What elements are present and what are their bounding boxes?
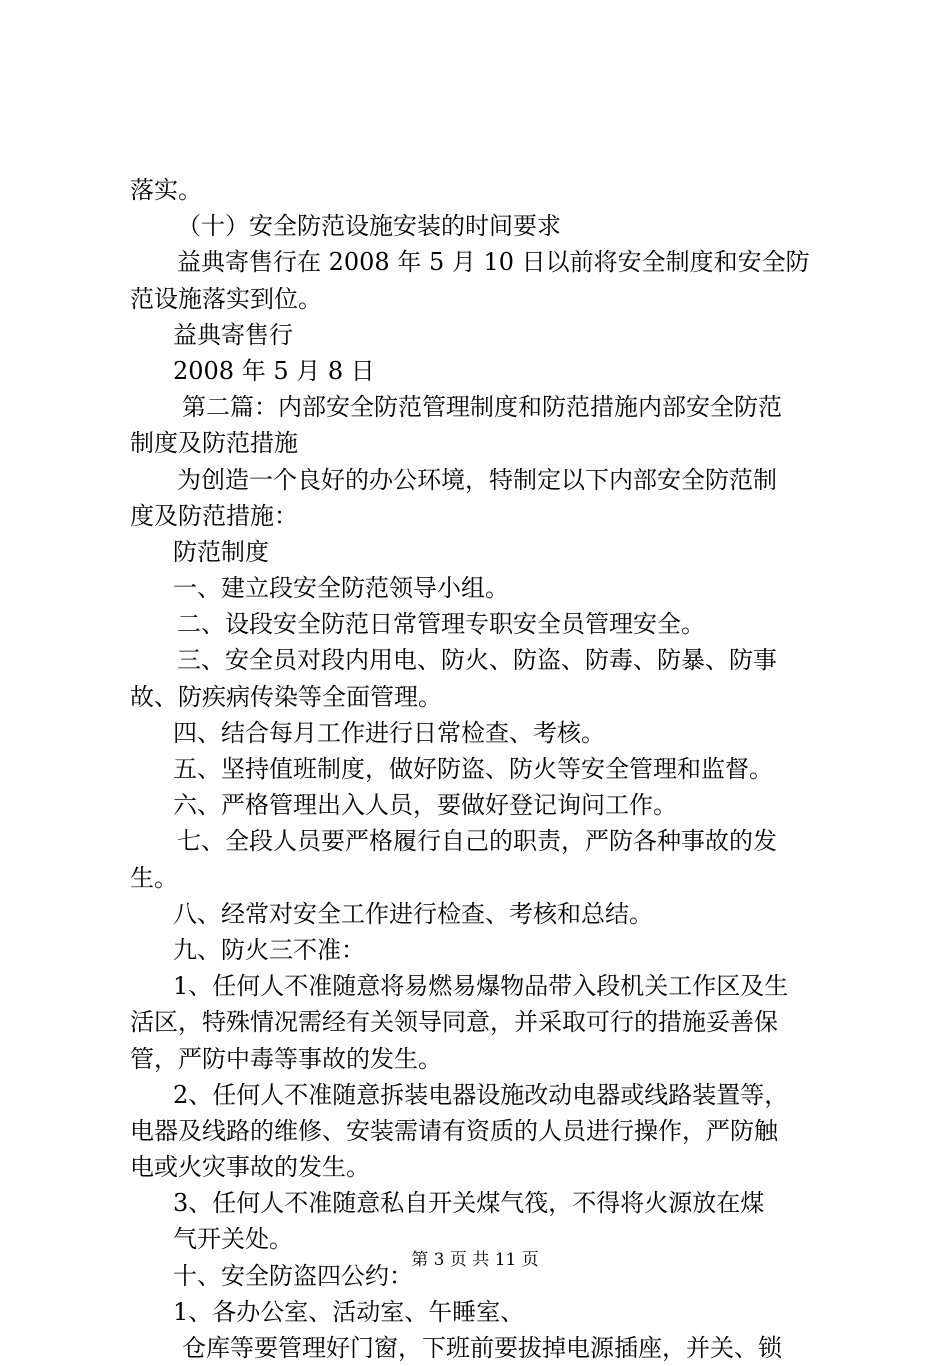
section-heading: （十）安全防范设施安装的时间要求	[177, 212, 561, 241]
sub-list-item-cont: 管，严防中毒等事故的发生。	[130, 1044, 442, 1073]
chapter-heading-cont: 制度及防范措施	[130, 429, 298, 458]
list-item: 八、经常对安全工作进行检查、考核和总结。	[173, 899, 653, 928]
text-line: 为创造一个良好的办公环境，特制定以下内部安全防范制	[177, 465, 777, 494]
list-item: 二、设段安全防范日常管理专职安全员管理安全。	[177, 610, 705, 639]
sub-list-item-cont: 电或火灾事故的发生。	[130, 1153, 370, 1182]
sub-list-item: 1、各办公室、活动室、午睡室、	[173, 1297, 525, 1326]
list-item: 九、防火三不准：	[173, 935, 365, 964]
list-item: 一、建立段安全防范领导小组。	[173, 574, 509, 603]
page-footer: 第 3 页 共 11 页	[411, 1250, 539, 1270]
sub-list-item-cont: 仓库等要管理好门窗，下班前要拔掉电源插座，并关、锁	[182, 1334, 782, 1362]
sub-list-item-cont: 活区，特殊情况需经有关领导同意，并采取可行的措施妥善保	[130, 1008, 778, 1037]
list-item: 六、严格管理出入人员，要做好登记询问工作。	[173, 791, 677, 820]
list-item-cont: 故、防疾病传染等全面管理。	[130, 682, 442, 711]
sub-list-item: 2、任何人不准随意拆装电器设施改动电器或线路装置等，	[173, 1080, 789, 1109]
text-line: 范设施落实到位。	[130, 284, 322, 313]
list-item: 五、坚持值班制度，做好防盗、防火等安全管理和监督。	[173, 755, 773, 783]
sub-list-item: 3、任何人不准随意私自开关煤气筏，不得将火源放在煤	[173, 1189, 765, 1218]
signature-date: 2008 年 5 月 8 日	[173, 356, 375, 385]
list-item: 三、安全员对段内用电、防火、防盗、防毒、防暴、防事	[177, 646, 777, 675]
sub-list-item-cont: 电器及线路的维修、安装需请有资质的人员进行操作，严防触	[130, 1116, 778, 1145]
text-line: 度及防范措施：	[130, 501, 298, 530]
chapter-heading: 第二篇：内部安全防范管理制度和防范措施内部安全防范	[182, 393, 782, 422]
list-item: 四、结合每月工作进行日常检查、考核。	[173, 718, 605, 747]
signature-name: 益典寄售行	[173, 320, 293, 349]
text-line: 落实。	[130, 176, 202, 204]
sub-list-item-cont: 气开关处。	[173, 1225, 293, 1254]
document-body	[130, 172, 835, 1366]
list-item: 十、安全防盗四公约：	[173, 1261, 413, 1290]
list-item-cont: 生。	[130, 863, 178, 892]
sub-list-item: 1、任何人不准随意将易燃易爆物品带入段机关工作区及生	[173, 972, 789, 1001]
list-item: 七、全段人员要严格履行自己的职责，严防各种事故的发	[177, 827, 777, 856]
text-line: 益典寄售行在 2008 年 5 月 10 日以前将安全制度和安全防	[177, 248, 810, 277]
subheading: 防范制度	[173, 537, 269, 566]
